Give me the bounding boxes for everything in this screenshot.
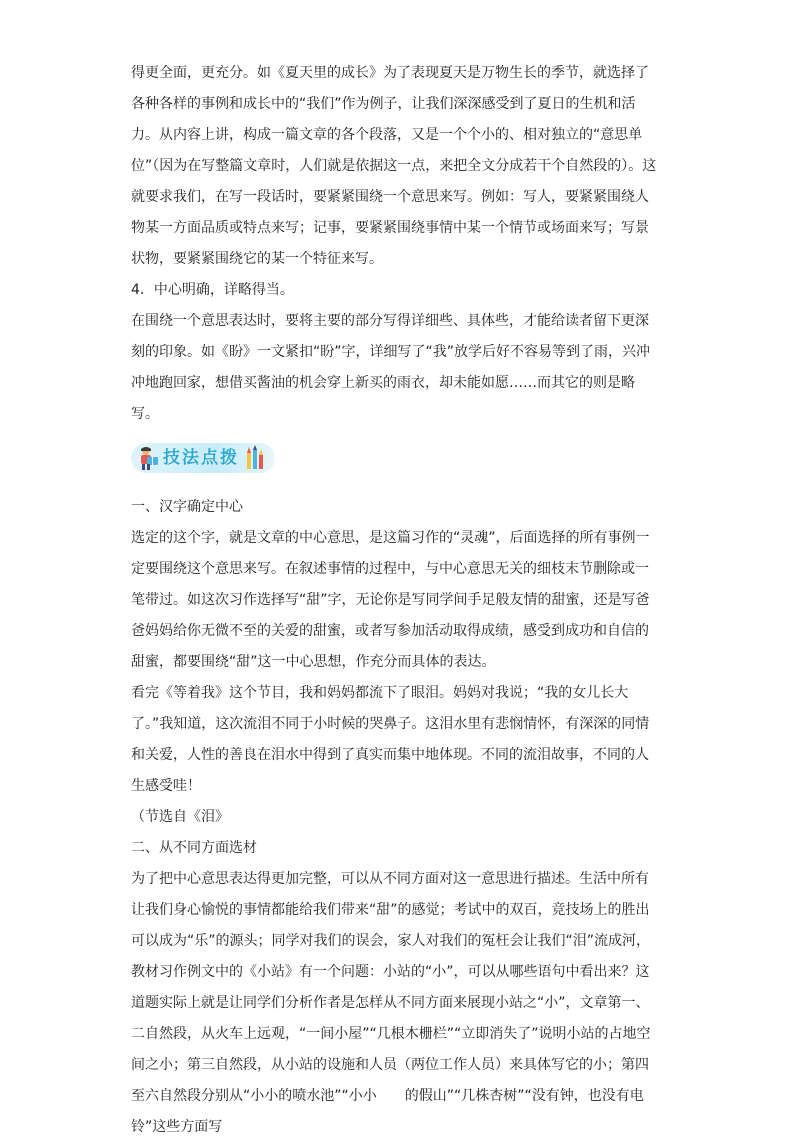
paragraph: 看完《等着我》这个节目，我和妈妈都流下了眼泪。妈妈对我说；“我的女儿长大了。”我知道，这次流泪不同于小时候的哭鼻子。这泪水里有悲悯情怀，有深深的同情和关爱，人性的善良在泪水中得到了真实而集中地体现。不同的流泪故事，不同的人生感受哇！ [131, 685, 650, 794]
banner-title: 技法点拨 [163, 447, 239, 468]
skills-badge [131, 443, 275, 473]
section-heading: 二、从不同方面选材 [131, 840, 257, 856]
paragraph: 在围绕一个意思表达时，要将主要的部分写得详细些、具体些，才能给读者留下更深刻的印象。如《盼》一文紧扣“盼”字，详细写了“我”放学后好不容易等到了雨，兴冲冲地跑回家，想借买酱油的机会穿上新买的雨衣，却未能如愿……而其它的则是略写。 [131, 313, 651, 422]
skills-banner [131, 430, 661, 486]
paragraph: 为了把中心意思表达得更加完整，可以从不同方面对这一意思进行描述。生活中所有让我们身心愉悦的事情都能给我们带来“甜”的感觉；考试中的双百，竞技场上的胜出可以成为“乐”的源头；同学对我们的误会，家人对我们的冤枉会让我们“泪”流成河，教材习作例文中的《小站》有一个问题：小站的“小”，可以从哪些语句中看出来？这道题实际上就是让同学们分析作者是怎样从不同方面来展现小站之“小”，文章第一、二自然段，从火车上远观，“一间小屋”“几根木栅栏”“立即消失了”说明小站的占地空间之小；第三自然段，从小站的设施和人员（两位工作人员）来具体写它的小；第四至六自然段分别从“小小的喷水池”“小小 的假山”“几株杏树”“没有钟，也没有电铃”这些方面写 [131, 871, 651, 1135]
paragraph: 得更全面，更充分。如《夏天里的成长》为了表现夏天是万物生长的季节，就选择了各种各样的事例和成长中的“我们”作为例子，让我们深深感受到了夏日的生机和活力。从内容上讲，构成一篇文章的各个段落，又是一个个小的、相对独立的“意思单位”（因为在写整篇文章时，人们就是依据这一点，来把全文分成若干个自然段的）。这就要求我们，在写一段话时，要紧紧围绕一个意思来写。例如：写人，要紧紧围绕人物某一方面品质或特点来写；记事，要紧紧围绕事情中某一个情节或场面来写；写景状物，要紧紧围绕它的某一个特征来写。 [131, 65, 657, 267]
paragraph: 选定的这个字，就是文章的中心意思，是这篇习作的“灵魂”，后面选择的所有事例一定要围绕这个意思来写。在叙述事情的过程中，与中心意思无关的细枝末节删除或一笔带过。如这次习作选择写“甜”字，无论你是写同学间手足般友情的甜蜜，还是写爸爸妈妈给你无微不至的关爱的甜蜜，或者写参加活动取得成绩，感受到成功和自信的甜蜜，都要围绕“甜”这一中心思想，作充分而具体的表达。 [131, 530, 650, 670]
document-body [131, 58, 661, 1143]
source-note: （节选自《泪》 [131, 809, 229, 825]
section-heading: 4．中心明确，详略得当。 [131, 282, 294, 298]
pencils-icon [245, 445, 267, 471]
section-heading: 一、汉字确定中心 [131, 499, 243, 515]
student-reading-icon [137, 445, 159, 471]
